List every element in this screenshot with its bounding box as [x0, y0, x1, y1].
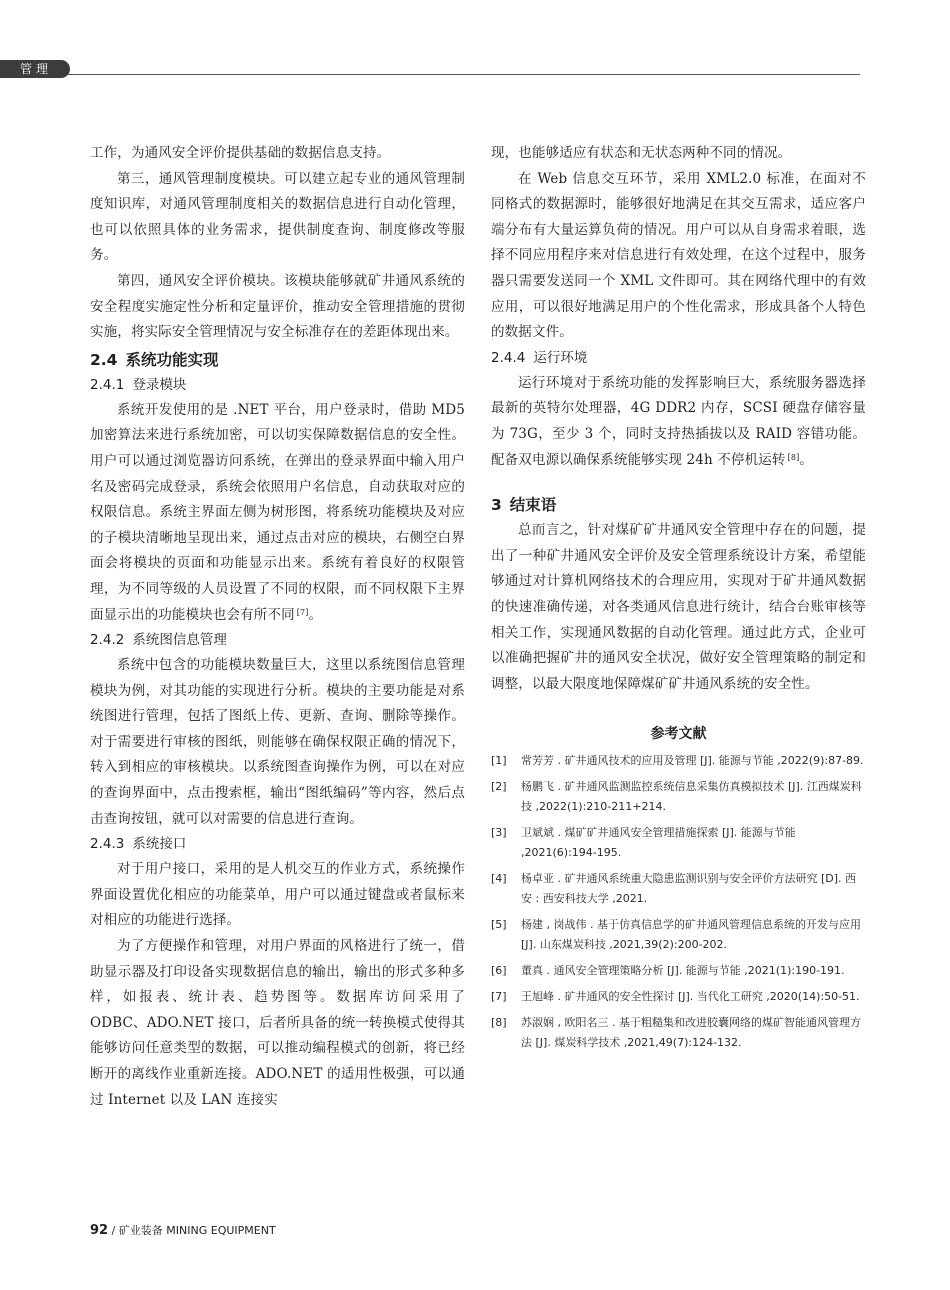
paragraph-text: 系统开发使用的是 .NET 平台，用户登录时，借助 MD5 加密算法来进行系统加密，可以切实保障数据信息的安全性。用户可以通过浏览器访问系统，在弹出的登录界面中输入用户名及密码完成登录，系统会依照用户名信息，自动获取对应的权限信息。系统主界面左侧为树形图，将系统功能模块及对应的子模块清晰地呈现出来，通过点击对应的模块，右侧空白界面会将模块的页面和功能显示出来。系统有着良好的权限管理，为不同等级的人员设置了不同的权限，而不同权限下主界面显示出的功能模块也会有所不同	[90, 401, 465, 623]
reference-text: 杨鹏飞 . 矿井通风监测监控系统信息采集仿真模拟技术 [J]. 江西煤炭科技 ,2022(1):210-211+214.	[521, 780, 862, 814]
page-number: 92	[90, 1223, 109, 1238]
citation: [8]	[787, 452, 800, 462]
page-footer	[90, 1223, 276, 1239]
reference-text: 王旭峰 . 矿井通风的安全性探讨 [J]. 当代化工研究 ,2020(14):50-51.	[521, 990, 860, 1004]
heading-title: 运行环境	[533, 349, 588, 366]
reference-number: [4]	[491, 872, 507, 886]
reference-number: [8]	[491, 1016, 507, 1030]
reference-number: [2]	[491, 780, 507, 794]
heading-number: 2.4.2	[90, 632, 125, 649]
paragraph: 总而言之，针对煤矿矿井通风安全管理中存在的问题，提出了一种矿井通风安全评价及安全管理系统设计方案，希望能够通过对计算机网络技术的合理应用，实现对于矿井通风数据的快速准确传递，对各类通风信息进行统计，结合台账审核等相关工作，实现通风数据的自动化管理。通过此方式，企业可以准确把握矿井的通风安全状况，做好安全管理策略的制定和调整，以最大限度地保障煤矿矿井通风系统的安全性。	[491, 522, 866, 692]
heading-title: 登录模块	[132, 376, 187, 393]
reference-text: 杨建 , 岗战伟 . 基于仿真信息学的矿井通风管理信息系统的开发与应用 [J]. 山东煤炭科技 ,2021,39(2):200-202.	[521, 918, 861, 952]
paragraph-end: 。	[799, 451, 814, 468]
header-rule	[68, 74, 860, 75]
page-header	[0, 60, 860, 78]
reference-item	[491, 915, 866, 955]
reference-item	[491, 869, 866, 909]
journal-name: 矿业装备 MINING EQUIPMENT	[118, 1224, 276, 1237]
reference-text: 杨卓亚 . 矿井通风系统重大隐患监测识别与安全评价方法研究 [D]. 西安 : 西安科技大学 ,2021.	[521, 872, 857, 906]
paragraph: 现，也能够适应有状态和无状态两种不同的情况。	[491, 145, 792, 161]
reference-list	[491, 751, 866, 1053]
reference-text: 卫斌斌 . 煤矿矿井通风安全管理措施探索 [J]. 能源与节能 ,2021(6):194-195.	[521, 826, 796, 860]
reference-number: [1]	[491, 754, 507, 768]
paragraph: 系统中包含的功能模块数量巨大，这里以系统图信息管理模块为例，对其功能的实现进行分析。模块的主要功能是对系统图进行管理，包括了图纸上传、更新、查询、删除等操作。对于需要进行审核的图纸，则能够在确保权限正确的情况下，转入到相应的审核模块。以系统图查询操作为例，可以在对应的查询界面中，点击搜索框，输出“图纸编码”等内容，然后点击查询按钮，就可以对需要的信息进行查询。	[90, 657, 465, 827]
heading-number: 2.4.4	[491, 349, 526, 366]
left-column	[90, 141, 465, 1113]
paragraph	[491, 371, 866, 473]
reference-text: 常芳芳 . 矿井通风技术的应用及管理 [J]. 能源与节能 ,2022(9):87-89.	[521, 754, 864, 768]
paragraph: 第三，通风管理制度模块。可以建立起专业的通风管理制度知识库，对通风管理制度相关的数据信息进行自动化管理，也可以依照具体的业务需求，提供制度查询、制度修改等服务。	[90, 170, 465, 264]
heading-number: 2.4.1	[90, 376, 125, 393]
reference-text: 苏淑娴 , 欧阳名三 . 基于粗糙集和改进胶囊网络的煤矿智能通风管理方法 [J]. 煤炭科学技术 ,2021,49(7):124-132.	[521, 1016, 861, 1050]
reference-text: 董真 . 通风安全管理策略分析 [J]. 能源与节能 ,2021(1):190-191.	[521, 964, 845, 978]
heading-title: 系统图信息管理	[132, 632, 227, 649]
paragraph	[90, 398, 465, 628]
citation: [7]	[296, 607, 309, 617]
paragraph: 为了方便操作和管理，对用户界面的风格进行了统一，借助显示器及打印设备实现数据信息的输出，输出的形式多种多样，如报表、统计表、趋势图等。数据库访问采用了 ODBC、ADO.NET 接口，后者所具备的统一转换模式使得其能够访问任意类型的数据，可以推动编程模式的创新，将已经断开的离线作业重新连接。ADO.NET 的适用性极强，可以通过 Internet 以及 LAN 连接实	[90, 938, 465, 1108]
reference-number: [6]	[491, 964, 507, 978]
section-heading-3	[491, 492, 866, 518]
paragraph-text: 运行环境对于系统功能的发挥影响巨大，系统服务器选择最新的英特尔处理器，4G DDR2 内存，SCSI 硬盘存储容量为 73G，至少 3 个，同时支持热插拔以及 RAID 容错功能。配备双电源以确保系统能够实现 24h 不停机运转	[491, 374, 866, 468]
section-heading-2-4	[90, 347, 465, 373]
paragraph: 对于用户接口，采用的是人机交互的作业方式，系统操作界面设置优化相应的功能菜单，用户可以通过键盘或者鼠标来对相应的功能进行选择。	[90, 861, 465, 929]
reference-item	[491, 751, 866, 771]
reference-item	[491, 961, 866, 981]
paragraph: 工作，为通风安全评价提供基础的数据信息支持。	[90, 145, 391, 161]
reference-item	[491, 777, 866, 817]
paragraph: 在 Web 信息交互环节，采用 XML2.0 标准，在面对不同格式的数据源时，能够很好地满足在其交互需求，适应客户端分布有大量运算负荷的情况。用户可以从自身需求着眼，选择不同应用程序来对信息进行有效处理，在这个过程中，服务器只需要发送同一个 XML 文件即可。其在网络代理中的有效应用，可以很好地满足用户的个性化需求，形成具备个人特色的数据文件。	[491, 170, 866, 341]
heading-number: 2.4	[90, 350, 118, 369]
subsection-heading-2-4-4	[491, 346, 866, 371]
heading-number: 3	[491, 496, 502, 515]
subsection-heading-2-4-3	[90, 832, 465, 857]
footer-separator: /	[108, 1224, 119, 1237]
paragraph-end: 。	[308, 606, 323, 623]
section-label: 管理	[0, 60, 70, 78]
heading-number: 2.4.3	[90, 836, 125, 853]
right-column	[491, 141, 866, 1059]
reference-number: [7]	[491, 990, 507, 1004]
reference-number: [3]	[491, 826, 507, 840]
references-title: 参考文献	[650, 726, 707, 743]
heading-title: 系统接口	[132, 836, 187, 853]
heading-title: 结束语	[509, 496, 557, 515]
section-spacer	[491, 473, 866, 491]
reference-number: [5]	[491, 918, 507, 932]
paragraph: 第四，通风安全评价模块。该模块能够就矿井通风系统的安全程度实施定性分析和定量评价，推动安全管理措施的贯彻实施，将实际安全管理情况与安全标准存在的差距体现出来。	[90, 272, 465, 341]
subsection-heading-2-4-1	[90, 373, 465, 398]
heading-title: 系统功能实现	[125, 350, 219, 369]
reference-item	[491, 1013, 866, 1053]
reference-item	[491, 987, 866, 1007]
subsection-heading-2-4-2	[90, 628, 465, 653]
reference-item	[491, 823, 866, 863]
